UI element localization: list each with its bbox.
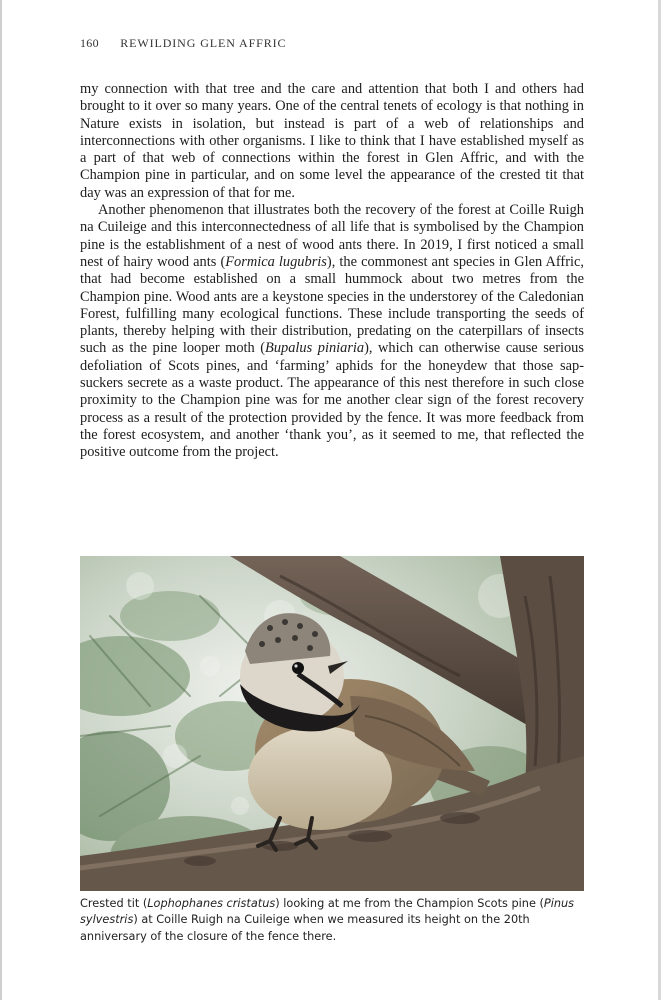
- paragraph-1: my connection with that tree and the care and attention that both I and others had brought to it over so many years. One of the central tenets of ecology is that nothing in Nature exists in isolation, but instead is part of a web of relationships and interconnections with other organisms. I like to think that I have established myself as a part of that web of connections within the forest in Glen Affric, and with the Champion pine in particular, and on some level the appearance of the crested tit that day was an expression of that for me.: [80, 81, 584, 201]
- paragraph-2-text-3: ), which can otherwise cause serious defoliation of Scots pines, and ‘farming’ aphids for the honeydew that those sap-suckers secrete as a waste product. The appearance of this nest therefore in such close proximity to the Champion pine was for me another clear sign of the forest recovery process as a result of the protection provided by the fence. It was more feedback from the forest ecosystem, and another ‘thank you’, as it seemed to me, that reflected the positive outcome from the project.: [80, 340, 584, 461]
- paragraph-2-text-2: ), the commonest ant species in Glen Affric, that had become established on a small hummock about two metres from the Champion pine. Wood ants are a keystone species in the understorey of the Caledonian Forest, fulfilling many ecological functions. These include transporting the seeds of plants, thereby helping with their distribution, predating on the caterpillars of insects such as the pine looper moth (: [80, 253, 584, 357]
- caption-text-2: ) looking at me from the Champion Scots pine (: [275, 897, 544, 910]
- caption-text-1: Crested tit (: [80, 897, 148, 910]
- species-name-formica: Formica lugubris: [225, 253, 327, 270]
- page-number: 160: [80, 36, 99, 50]
- crested-tit-photo: [80, 556, 584, 891]
- caption-text-3: ) at Coille Ruigh na Cuileige when we measured its height on the 20th anniversary of the closure of the fence there.: [80, 913, 530, 943]
- species-name-bupalus: Bupalus piniaria: [265, 340, 365, 357]
- body-text: [80, 81, 584, 462]
- paragraph-2-text-1: Another phenomenon that illustrates both the recovery of the forest at Coille Ruigh na Cuileige and this interconnectedness of all life that is symbolised by the Champion pine is the establishment of a nest of wood ants there. In 2019, I first noticed a small nest of hairy wood ants (: [80, 202, 584, 270]
- photo-caption: [80, 896, 590, 945]
- page-edge-left: [0, 0, 2, 1000]
- paragraph-2: [80, 202, 584, 461]
- page-header: [80, 36, 286, 51]
- running-title: REWILDING GLEN AFFRIC: [120, 36, 287, 50]
- caption-species-name-crested-tit: Lophophanes cristatus: [147, 897, 276, 910]
- caption-species-name-scots-pine: Pinus sylvestris: [80, 897, 575, 927]
